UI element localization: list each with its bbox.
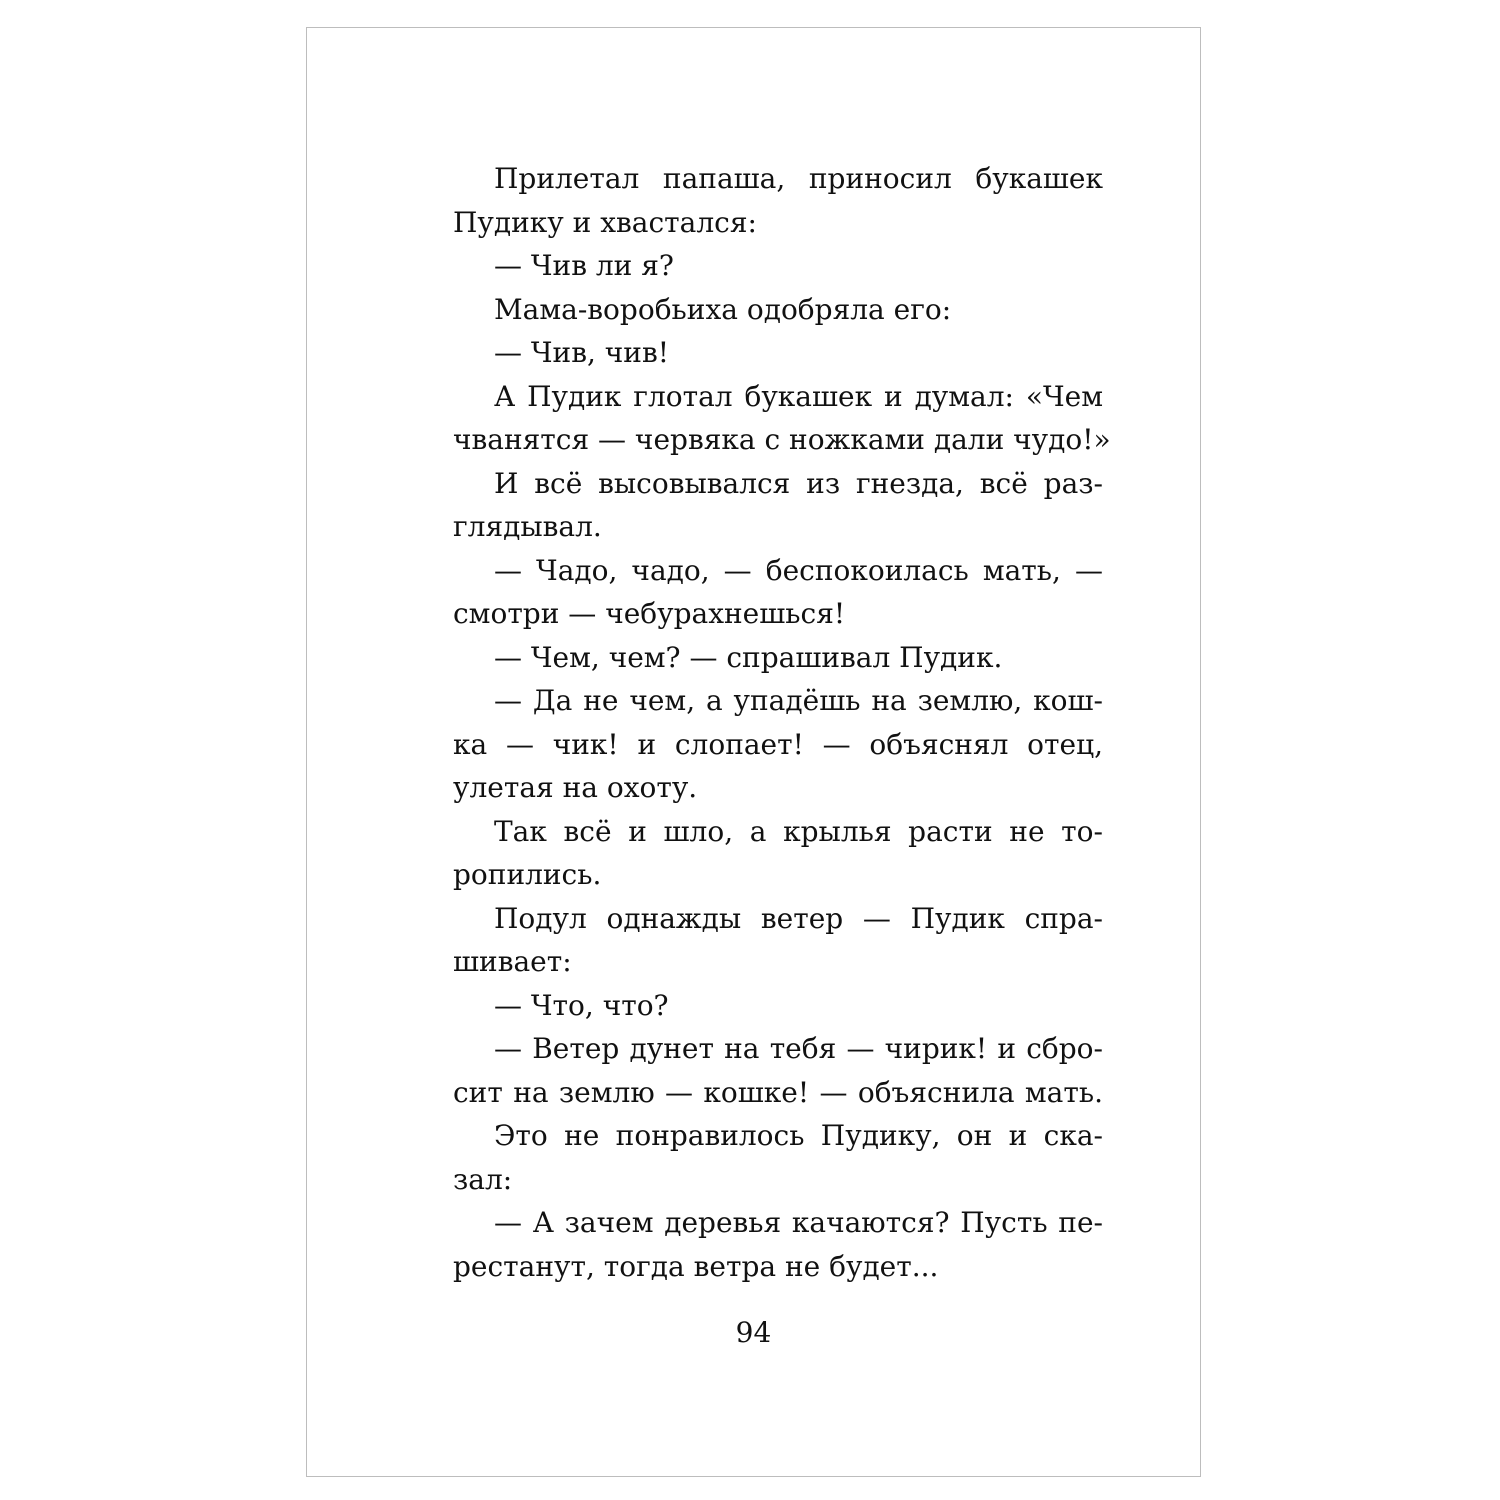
text-line: зал: xyxy=(453,1162,513,1196)
text-line: — Чадо, чадо, — беспокоилась мать, — xyxy=(494,553,1103,587)
book-page xyxy=(306,27,1201,1477)
text-line: ропились. xyxy=(453,858,602,891)
text-line: А Пудик глотал букашек и думал: «Чем xyxy=(494,379,1103,413)
text-line: Пудику и хвастался: xyxy=(453,205,757,239)
text-line: — Ветер дунет на тебя — чирик! и сбро- xyxy=(494,1032,1103,1065)
text-line: Подул однажды ветер — Пудик спра- xyxy=(494,901,1103,935)
text-line: глядывал. xyxy=(453,510,602,543)
text-line: Это не понравилось Пудику, он и ска- xyxy=(494,1119,1103,1152)
text-line: — Чив, чив! xyxy=(494,336,669,369)
text-line: ка — чик! и слопает! — объяснял отец, xyxy=(453,727,1103,761)
text-line: Так всё и шло, а крылья расти не то- xyxy=(494,814,1103,848)
page-number: 94 xyxy=(735,1316,772,1349)
text-line: рестанут, тогда ветра не будет... xyxy=(453,1249,939,1283)
text-line: смотри — чебурахнешься! xyxy=(453,597,846,630)
text-line: улетая на охоту. xyxy=(453,771,698,804)
text-line: — Что, что? xyxy=(494,988,669,1022)
text-line: — А зачем деревья качаются? Пусть пе- xyxy=(494,1206,1103,1239)
text-line: — Чем, чем? — спрашивал Пудик. xyxy=(494,640,1003,674)
text-line: — Да не чем, а упадёшь на землю, кош- xyxy=(494,684,1103,717)
text-line: — Чив ли я? xyxy=(494,249,674,282)
text-line: чванятся — червяка с ножками дали чудо!» xyxy=(453,423,1111,456)
text-line: Мама-воробьиха одобряла его: xyxy=(494,292,952,326)
text-line: шивает: xyxy=(453,945,572,978)
text-line: Прилетал папаша, приносил букашек xyxy=(494,162,1103,195)
text-line: сит на землю — кошке! — объяснила мать. xyxy=(453,1075,1103,1109)
text-line: И всё высовывался из гнезда, всё раз- xyxy=(494,466,1103,500)
text-block xyxy=(453,157,1111,1288)
